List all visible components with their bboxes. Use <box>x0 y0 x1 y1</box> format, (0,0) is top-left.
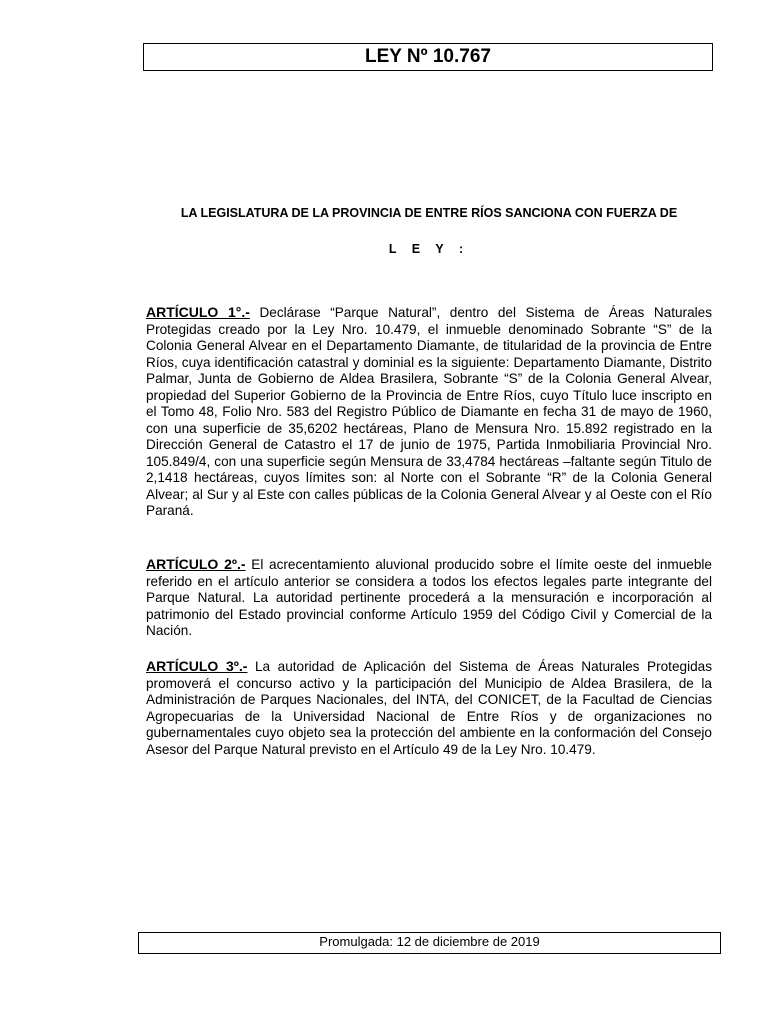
article-1-heading: ARTÍCULO 1°.- <box>146 304 250 320</box>
article-3-heading: ARTÍCULO 3º.- <box>146 658 248 674</box>
article-1-text: Declárase “Parque Natural”, dentro del Sistema de Áreas Naturales Protegidas creado por la Ley Nro. 10.479, el inmueble denominado Sobrante “S” de la Colonia General Alvear en el Departamento Diamante, de titularidad de la provincia de Entre Ríos, cuya identificación catastral y dominial es la siguiente: Departamento Diamante, Distrito Palmar, Junta de Gobierno de Aldea Brasilera, Sobrante “S” de la Colonia General Alvear, propiedad del Superior Gobierno de la Provincia de Entre Ríos, cuyo Título luce inscripto en el Tomo 48, Folio Nro. 583 del Registro Público de Diamante en fecha 31 de mayo de 1960, con una superficie de 35,6202 hectáreas, Plano de Mensura Nro. 15.892 registrado en la Dirección General de Catastro el 17 de junio de 1975, Partida Inmobiliaria Provincial Nro. 105.849/4, con una superficie según Mensura de 33,4784 hectáreas –faltante según Titulo de 2,1418 hectáreas, cuyos límites son: al Norte con el Sobrante “R” de la Colonia General Alvear; al Sur y al Este con calles públicas de la Colonia General Alvear y al Oeste con el Río Paraná. <box>146 305 713 518</box>
ley-heading: L E Y : <box>388 242 470 256</box>
promulgation-date: Promulgada: 12 de diciembre de 2019 <box>319 934 540 949</box>
article-1 <box>146 304 712 520</box>
law-title: LEY Nº 10.767 <box>143 43 713 71</box>
promulgation-box <box>138 932 721 954</box>
article-2-text: El acrecentamiento aluvional producido sobre el límite oeste del inmueble referido en el artículo anterior se considera a todos los efectos legales parte integrante del Parque Natural. La autoridad pertinente procederá a la mensuración e incorporación al patrimonio del Estado provincial conforme Artículo 1959 del Código Civil y Comercial de la Nación. <box>146 557 712 638</box>
article-3-text: La autoridad de Aplicación del Sistema de Áreas Naturales Protegidas promoverá el concurso activo y la participación del Municipio de Aldea Brasilera, de la Administración de Parques Nacionales, del INTA, del CONICET, de la Facultad de Ciencias Agropecuarias de la Universidad Nacional de Entre Ríos y de organizaciones no gubernamentales cuyo objeto sea la protección del ambiente en la conformación del Consejo Asesor del Parque Natural previsto en el Artículo 49 de la Ley Nro. 10.479. <box>146 659 713 757</box>
article-2 <box>146 556 712 640</box>
article-2-heading: ARTÍCULO 2º.- <box>146 556 246 572</box>
preamble: LA LEGISLATURA DE LA PROVINCIA DE ENTRE RÍOS SANCIONA CON FUERZA DE <box>180 206 678 220</box>
article-3 <box>146 658 712 758</box>
